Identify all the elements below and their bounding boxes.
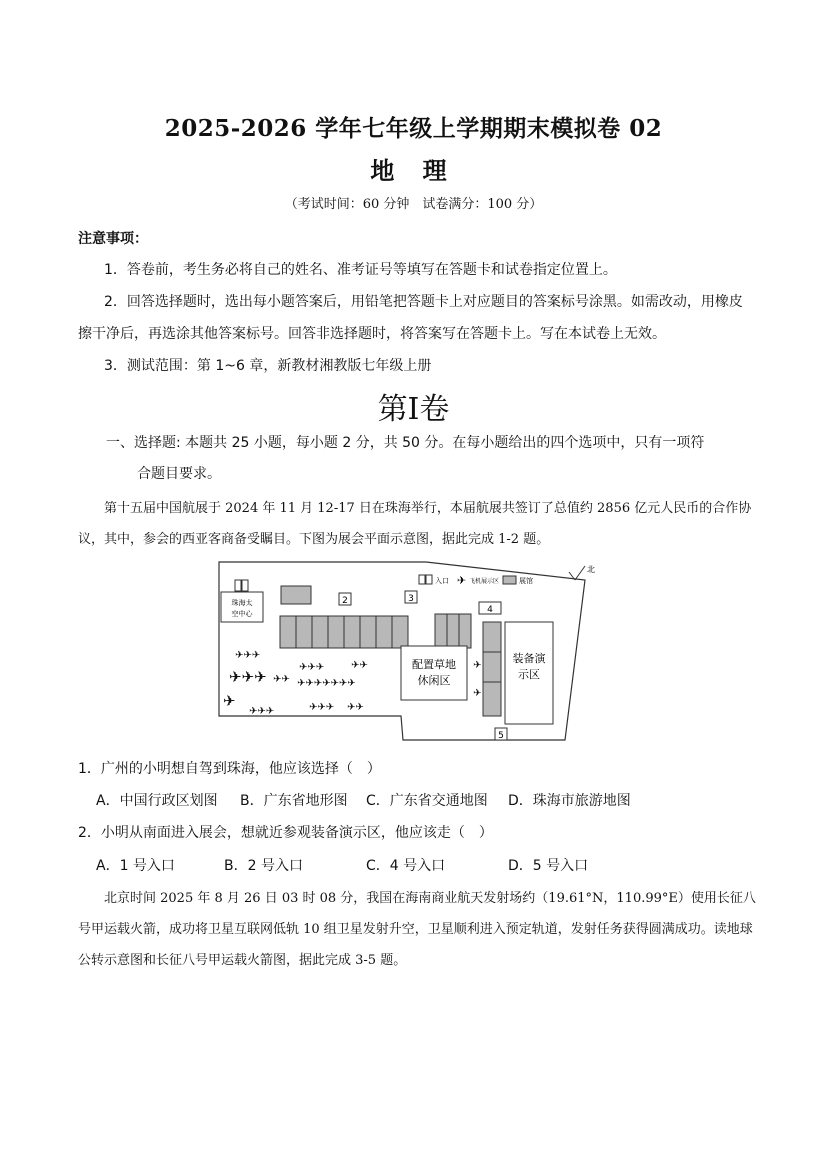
legend-aircraft-icon: ✈ — [457, 574, 467, 587]
question-1-option-a: A．中国行政区划图 — [96, 793, 218, 809]
note-item: 3．测试范围：第 1~6 章，新教材湘教版七年级上册 — [104, 358, 432, 374]
legend-pavilion-icon — [503, 576, 516, 584]
svg-text:✈✈✈✈✈✈✈: ✈✈✈✈✈✈✈ — [297, 678, 356, 689]
question-1-option-d: D．珠海市旅游地图 — [508, 793, 631, 809]
question-2: 2．小明从南面进入展会，想就近参观装备演示区，他应该走（ ） — [78, 825, 493, 841]
gate-5-label: 5 — [498, 731, 504, 741]
equipment-label-line2: 示区 — [518, 668, 540, 681]
grass-label-line2: 休闲区 — [417, 674, 451, 687]
section-line: 一、选择题: 本题共 25 小题，每小题 2 分，共 50 分。在每小题给出的四个选项中，只有一项符 — [106, 435, 705, 451]
question-2-option-c: C．4 号入口 — [366, 858, 446, 874]
question-2-option-a: A．1 号入口 — [96, 858, 175, 874]
volume-title: 第Ⅰ卷 — [377, 392, 450, 427]
question-1: 1．广州的小明想自驾到珠海，他应该选择（ ） — [78, 761, 381, 777]
subject-title: 地 理 — [370, 157, 457, 185]
svg-text:✈✈✈: ✈✈✈ — [309, 702, 335, 713]
svg-text:✈✈: ✈✈ — [273, 674, 290, 685]
legend-entrance-icon — [419, 575, 425, 584]
note-item: 1．答卷前，考生务必将自己的姓名、准考证号等填写在答题卡和试卷指定位置上。 — [104, 262, 617, 278]
north-arrow — [575, 566, 585, 580]
svg-text:✈: ✈ — [473, 660, 482, 671]
building-label-line2: 空中心 — [231, 610, 253, 618]
exhibition-map — [213, 558, 595, 744]
exam-info: （考试时间：60 分钟 试卷满分：100 分） — [284, 197, 543, 212]
svg-text:✈✈✈: ✈✈✈ — [299, 662, 325, 673]
legend-aircraft-label: 飞机展示区 — [469, 578, 500, 585]
legend-entrance-label: 入口 — [435, 577, 449, 585]
north-label: 北 — [587, 565, 595, 574]
gate-4-label: 4 — [487, 605, 493, 615]
svg-text:✈✈: ✈✈ — [347, 702, 364, 713]
svg-text:✈✈✈: ✈✈✈ — [249, 706, 275, 717]
page-title: 2025-2026 学年七年级上学期期末模拟卷 02 — [164, 115, 663, 142]
grass-label-line1: 配置草地 — [412, 658, 456, 671]
equipment-label-line1: 装备演 — [512, 652, 546, 665]
gate-2-label: 2 — [342, 596, 348, 606]
gate-3-label: 3 — [408, 594, 414, 604]
pavilion — [281, 586, 311, 604]
entrance-icon — [235, 580, 241, 591]
question-1-option-b: B．广东省地形图 — [240, 793, 348, 809]
passage-airshow: 第十五届中国航展于 2024 年 11 月 12-17 日在珠海举行，本届航展共签订了总值约 2856 亿元人民币的合作协议，其中，参会的西亚客商备受瞩目。下图为展会平面示意图，据此完成 1-2 题。 — [78, 501, 752, 547]
notes-heading: 注意事项： — [78, 231, 148, 247]
note-item: 2．回答选择题时，选出每小题答案后，用铅笔把答题卡上对应题目的答案标号涂黑。如需改动，用橡皮擦干净后，再选涂其他答案标号。回答非选择题时，将答案写在答题卡上。写在本试卷上无效。 — [78, 294, 743, 342]
building-label-line1: 珠海太 — [231, 599, 253, 607]
section-line: 合题目要求。 — [137, 466, 221, 482]
section-instructions — [106, 428, 756, 490]
question-2-option-d: D．5 号入口 — [508, 858, 589, 874]
svg-text:✈: ✈ — [223, 692, 236, 710]
question-1-option-c: C．广东省交通地图 — [366, 793, 488, 809]
legend-entrance-icon — [426, 575, 432, 584]
entrance-icon — [242, 580, 248, 591]
svg-text:✈: ✈ — [473, 688, 482, 699]
svg-text:✈✈✈: ✈✈✈ — [229, 668, 267, 686]
svg-text:✈✈: ✈✈ — [351, 660, 368, 671]
grass-leisure-area — [401, 646, 467, 700]
question-2-option-b: B．2 号入口 — [224, 858, 303, 874]
svg-text:✈✈✈: ✈✈✈ — [235, 650, 261, 661]
legend-pavilion-label: 展馆 — [519, 577, 533, 585]
passage-rocket-launch: 北京时间 2025 年 8 月 26 日 03 时 08 分，我国在海南商业航天发射场约（19.61°N，110.99°E）使用长征八号甲运载火箭，成功将卫星互联网低轨 10 组卫星发射升空，卫星顺利进入预定轨道，发射任务获得圆满成功。读地球公转示意图和长征八号甲运载火箭图，据此完成 3-5 题。 — [78, 891, 756, 968]
